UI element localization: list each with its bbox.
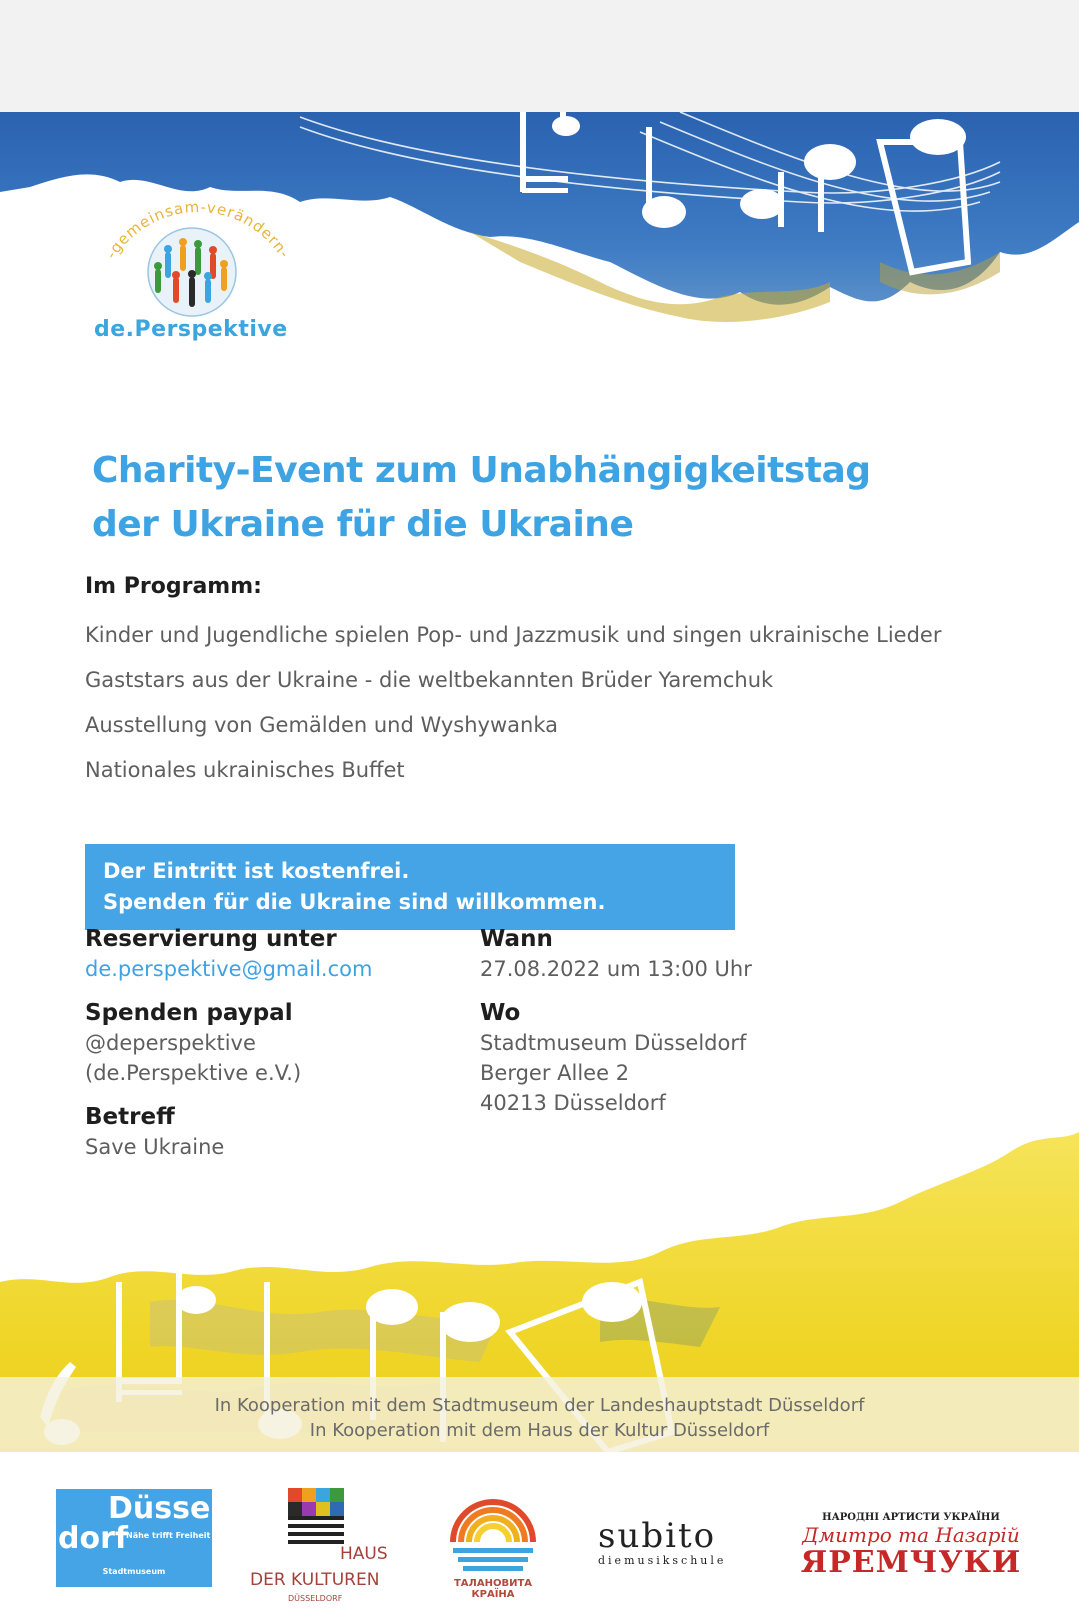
haus-line-2: DER KULTUREN xyxy=(250,1570,380,1590)
reservation-label: Reservierung unter xyxy=(85,926,337,952)
subito-sub: diemusikschule xyxy=(598,1554,727,1567)
when-label: Wann xyxy=(480,926,553,952)
program-item: Kinder und Jugendliche spielen Pop- und Jazzmusik und singen ukrainische Lieder xyxy=(85,623,942,647)
talanovyta-name: ТАЛАНОВИТА КРАЇНА xyxy=(453,1578,533,1600)
paypal-block xyxy=(85,998,301,1088)
title-line-1: Charity-Event zum Unabhängigkeitstag xyxy=(92,450,871,491)
yaremchuk-logo xyxy=(796,1512,1026,1579)
talanovyta-kraina-logo xyxy=(438,1492,548,1602)
rainbow-sea-icon xyxy=(438,1492,548,1578)
duesseldorf-part1: Düssel xyxy=(108,1491,221,1526)
paypal-handle: @deperspektive xyxy=(85,1031,256,1055)
cooperation-band xyxy=(0,1377,1079,1457)
paypal-label: Spenden paypal xyxy=(85,1000,293,1026)
subito-logo xyxy=(598,1516,748,1567)
duesseldorf-tagline: Nähe trifft Freiheit xyxy=(126,1531,211,1540)
where-line-3: 40213 Düsseldorf xyxy=(480,1091,666,1115)
haus-mosaic-icon xyxy=(288,1488,348,1558)
free-entry-banner xyxy=(85,844,735,930)
haus-der-kulturen-logo xyxy=(248,1488,398,1603)
where-block xyxy=(480,998,746,1118)
where-line-2: Berger Allee 2 xyxy=(480,1061,630,1085)
program-heading: Im Programm: xyxy=(85,574,262,599)
globe-people-icon xyxy=(88,200,308,330)
title-line-2: der Ukraine für die Ukraine xyxy=(92,504,634,545)
event-poster xyxy=(0,112,1079,1619)
entry-line-1: Der Eintritt ist kostenfrei. xyxy=(103,859,410,883)
paypal-org: (de.Perspektive e.V.) xyxy=(85,1061,302,1085)
entry-line-2: Spenden für die Ukraine sind willkommen. xyxy=(103,890,606,914)
duesseldorf-logo xyxy=(56,1489,221,1587)
when-block xyxy=(480,924,752,984)
cooperation-line-1: In Kooperation mit dem Stadtmuseum der Landeshauptstadt Düsseldorf xyxy=(214,1395,865,1416)
yaremchuk-line-1: НАРОДНІ АРТИСТИ УКРАЇНИ xyxy=(822,1512,1000,1523)
reservation-email-link[interactable]: de.perspektive@gmail.com xyxy=(85,957,373,981)
page-title xyxy=(92,444,992,552)
cooperation-line-2: In Kooperation mit dem Haus der Kultur Düsseldorf xyxy=(309,1420,770,1441)
reservation-block xyxy=(85,924,372,984)
haus-line-1: HAUS xyxy=(340,1544,388,1564)
when-value: 27.08.2022 um 13:00 Uhr xyxy=(480,957,752,981)
subject-label: Betreff xyxy=(85,1104,175,1130)
logo-brand-name: de.Perspektive xyxy=(94,317,288,342)
program-list xyxy=(85,620,985,800)
where-line-1: Stadtmuseum Düsseldorf xyxy=(480,1031,747,1055)
yaremchuk-line-2: Дмитро та Назарій xyxy=(802,1523,1020,1547)
haus-line-3: DÜSSELDORF xyxy=(288,1594,343,1603)
program-item: Gaststars aus der Ukraine - die weltbekannten Brüder Yaremchuk xyxy=(85,668,774,692)
subject-value: Save Ukraine xyxy=(85,1135,225,1159)
yaremchuk-line-3: ЯРЕМЧУКИ xyxy=(800,1545,1022,1580)
logo-arc-text: -gemeinsam-verändern- xyxy=(102,200,294,262)
partner-logos xyxy=(0,1452,1079,1619)
subito-name: subito xyxy=(598,1516,717,1556)
program-item: Ausstellung von Gemälden und Wyshywanka xyxy=(85,713,558,737)
duesseldorf-sub: Stadtmuseum xyxy=(102,1567,166,1576)
duesseldorf-part2: dorf xyxy=(58,1521,128,1556)
where-label: Wo xyxy=(480,1000,521,1026)
program-item: Nationales ukrainisches Buffet xyxy=(85,758,405,782)
